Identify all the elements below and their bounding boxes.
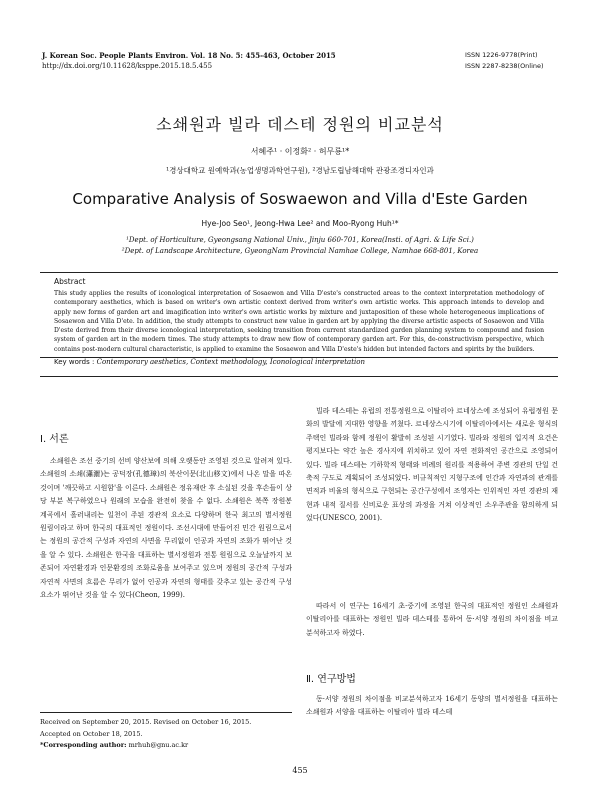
affiliation-korean: ¹경상대학교 원예학과(농업생명과학연구원), ²경남도립남해대학 관광조경디자인과 [166,166,434,175]
affiliation-english-1: ¹Dept. of Horticulture, Gyeongsang National Univ., Jinju 660-701, Korea(Insti. of Agri. & Life Sci.) [126,236,474,244]
keywords [54,358,365,366]
page-number: 455 [292,766,308,775]
received-date: Received on September 20, 2015. Revised on October 16, 2015. [40,718,252,726]
abstract-heading: Abstract [54,277,86,286]
abstract-text: This study applies the results of iconological interpretation of Sosaewon and Villa D'este's constructed areas to the context interpretation methodology of contemporary aesthetics, which is based on writer's own artistic context derived from writer's own artistic works. This approach intends to develop and apply new forms of garden art and imagification into writer's own artistic works by mixture and juxtaposition of these whole heterogeneous implications of Sosaewon and Villa D'ete. In addition, the study attempts to construct new value in garden art by applying the diverse artistic aspects of Sosaewon and Villa D'este derived from their diverse iconological interpretation, seeking transition from current standardized garden planning system to compound and fusion system of garden art in the modern times. The study attempts to draw new flow of contemporary garden art. For this, de-constructivism perspective, which contains post-modern cultural characteristic, is applied to examine the Sosaewon and Villa D'este's hidden but intended factors and spirits by the builders. [54,290,544,353]
doi-link[interactable]: http://dx.doi.org/10.11628/ksppe.2015.18.5.455 [42,62,213,70]
affiliation-english-2: ²Dept. of Landscape Architecture, GyeongNam Provincial Namhae College, Namhae 668-801, Korea [121,247,479,255]
corresponding-author [40,740,292,752]
keywords-value: Contemporary aesthetics, Context methodology, Iconological interpretation [96,358,365,366]
right-paragraph-1: 빌라 데스테는 유럽의 전통정원으로 이탈리아 르네상스에 조성되어 유럽정원 문화의 발달에 지대한 영향을 끼쳤다. 르네상스시기에 이탈리아에서는 새로운 형식의 주택인 빌라와 함께 정원이 활발히 조성된 시기였다. 빌라와 정원의 입지적 요건은 평지보다는 약간 높은 경사지에 위치하고 있어 자연 전화적인 공간으로 조영되어 있다. 빌라 데스테는 기하학적 형태와 비례의 원리를 적용하여 주변 경관의 단일 건축적 구도로 계획되어 조성되었다. 비규칙적인 지형구조에 인간과 자연과의 관계를 면적과 비율의 형식으로 구현되는 공간구성에서 조영자는 인위적인 자연 경관의 재현과 내적 질서를 신비로운 표상의 과정을 거쳐 이상적인 소우주관을 함의하게 되었다(UNESCO, 2001). [306,407,558,523]
right-paragraph-2: 따라서 이 연구는 16세기 초·중기에 조영된 한국의 대표적인 정원인 소쇄원과 이탈리아를 대표하는 정원인 빌라 데스테를 통하여 동·서양 정원의 차이점을 비교 분석하고자 하였다. [306,602,558,637]
issn-print: ISSN 1226-9778(Print) [465,51,538,59]
affiliation-english [0,235,600,257]
footnote [40,717,292,752]
intro-paragraph: 소쇄원은 조선 중기의 선비 양산보에 의해 오랫동안 조영된 것으로 알려져 있다. 소쇄원의 소쇄(瀟灑)는 공덕장(孔德璋)의 북산이문(北山移文)에서 나온 말을 따온 것이며 '깨끗하고 시원함'을 이른다. 소쇄원은 정유재란 후 소실된 것을 후손들이 상당 부분 복구하였으나 원래의 모습을 완전히 찾을 수 없다. 소쇄원은 북쪽 장원봉 계곡에서 흘러내리는 일천이 주된 경관적 요소로 다양하며 한국 최고의 별서정원 원림이라고 하며 한국의 대표적인 정원이다. 조선시대에 만들어진 민간 원림으로서는 정원의 공간적 구성과 자연의 사면을 무리없이 인공과 자연의 조화가 뛰어난 것을 알 수 있다. 소쇄원은 한국을 대표하는 별서정원과 전통 원림으로 오늘날까지 보존되어 자연환경과 인문환경의 조화로움을 보여주고 있으며 정원의 공간적 구성과 자연적 사면의 흐름은 무리가 없어 인공과 자연의 형태를 갖추고 있는 공간적 구성 요소가 뛰어난 것을 알 수 있다(Cheon, 1999). [40,457,292,600]
footnote-divider [40,712,292,713]
keywords-divider [40,376,558,377]
journal-header [42,50,336,72]
issn-block [465,50,560,72]
accepted-date: Accepted on October 18, 2015. [40,729,143,738]
title-english: Comparative Analysis of Soswaewon and Villa d'Este Garden [72,190,528,208]
issn-online: ISSN 2287-8238(Online) [465,62,544,70]
section-heading-intro: Ⅰ. 서론 [40,434,69,445]
journal-citation: J. Korean Soc. People Plants Environ. Vol. 18 No. 5: 455-463, October 2015 [42,51,336,60]
authors-korean: 서혜주¹ · 이정화² · 허무룡¹* [250,147,350,156]
corresponding-email[interactable]: mrhuh@gnu.ac.kr [128,741,189,749]
title-korean: 소쇄원과 빌라 데스테 정원의 비교분석 [156,115,444,134]
authors-english: Hye-Joo Seo¹, Jeong-Hwa Lee² and Moo-Ryong Huh¹* [201,219,399,228]
keywords-label: Key words : [54,358,95,366]
abstract-box [40,272,558,358]
corresponding-label: *Corresponding author: [40,741,127,749]
right-paragraph-3: 동·서양 정원의 차이점을 비교분석하고자 16세기 동양의 별서정원을 대표하는 소쇄원과 서양을 대표하는 이탈리아 빌라 데스테 [306,695,558,717]
section-heading-methods: Ⅱ. 연구방법 [306,674,356,685]
